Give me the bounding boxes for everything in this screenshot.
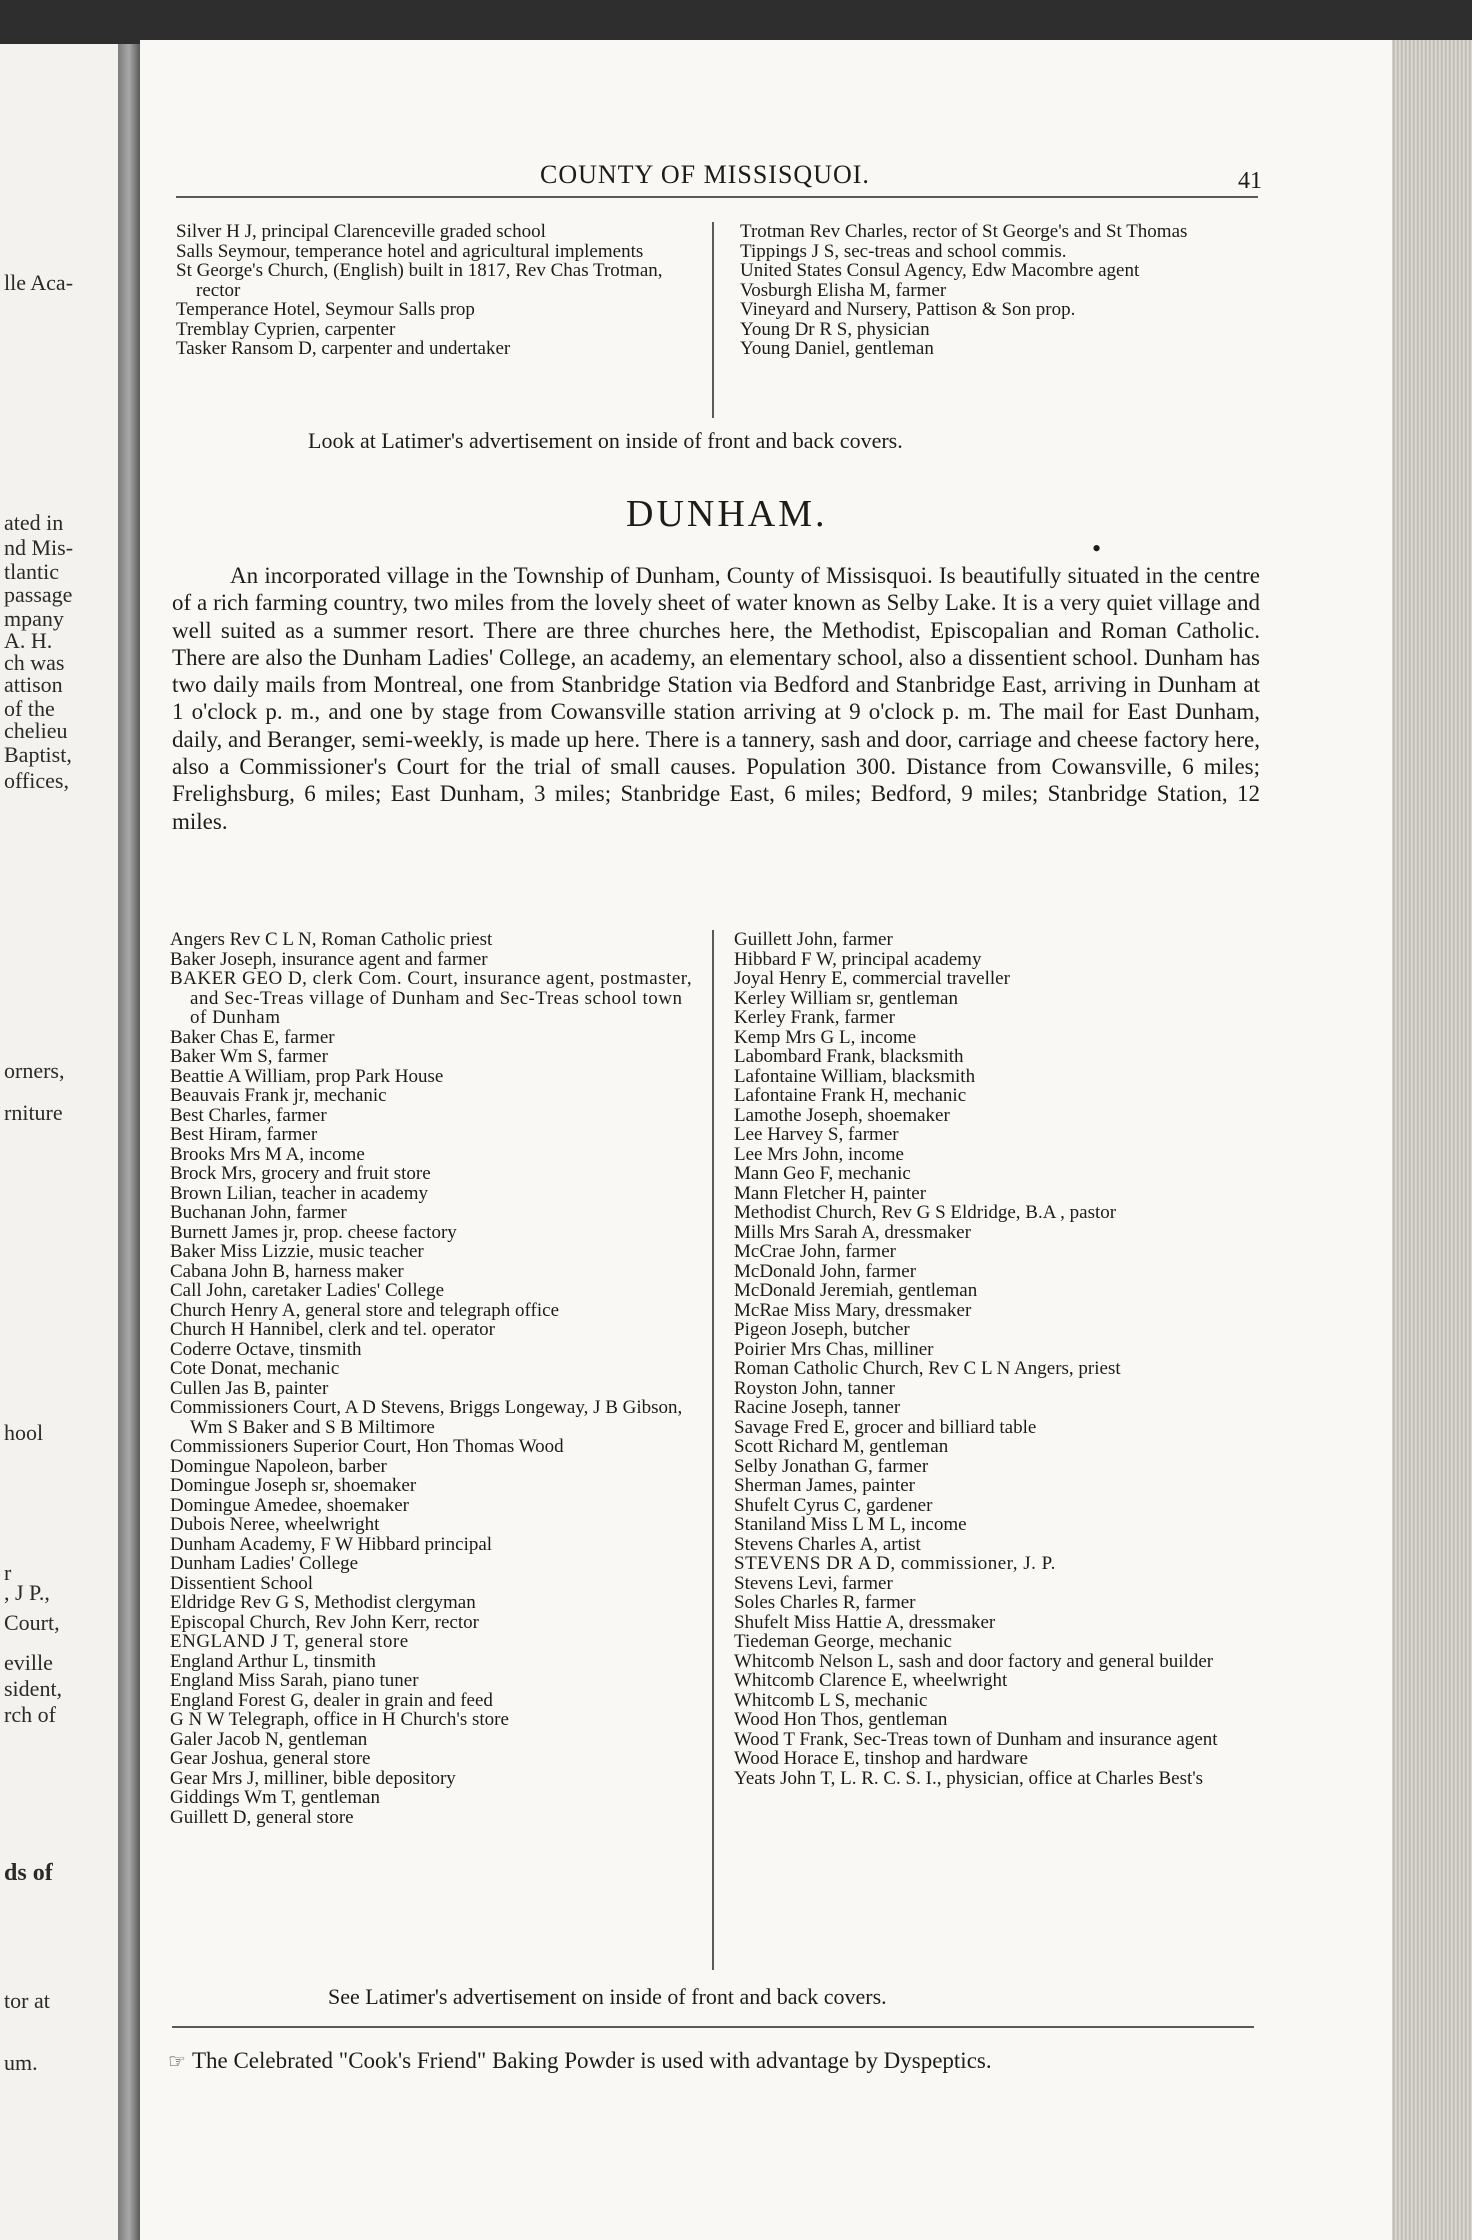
directory-entry: McCrae John, farmer [734, 1241, 896, 1262]
fragment-line: , J P., [4, 1580, 50, 1605]
directory-entry: Tiedeman George, mechanic [734, 1631, 952, 1652]
page-edges [1392, 40, 1472, 2240]
fragment-line: rch of [4, 1702, 56, 1727]
directory-entry: Wood T Frank, Sec-Treas town of Dunham and insurance agent [734, 1728, 1218, 1750]
directory-entry: Baker Chas E, farmer [170, 1026, 335, 1048]
column-divider-main [712, 930, 714, 1970]
section-title: DUNHAM. [626, 493, 828, 535]
directory-entry: Baker Joseph, insurance agent and farmer [170, 948, 488, 970]
directory-entry: Baker Miss Lizzie, music teacher [170, 1241, 424, 1262]
directory-entry: Cullen Jas B, painter [170, 1377, 329, 1399]
directory-entry: Selby Jonathan G, farmer [734, 1455, 929, 1477]
directory-entry: Brock Mrs, grocery and fruit store [170, 1163, 431, 1184]
directory-entry: ENGLAND J T, general store [170, 1631, 409, 1652]
directory-entry: Wood Horace E, tinshop and hardware [734, 1748, 1028, 1769]
directory-entry: Galer Jacob N, gentleman [170, 1728, 368, 1750]
fragment-line: tlantic [4, 559, 59, 584]
directory-right-column [734, 930, 1264, 1788]
directory-entry: Young Dr R S, physician [740, 318, 930, 340]
directory-entry: Best Hiram, farmer [170, 1124, 318, 1145]
advertisement-notice-top: Look at Latimer's advertisement on inside of front and back covers. [308, 428, 903, 453]
top-right-directory [740, 222, 1260, 359]
fragment-line: hool [4, 1420, 44, 1445]
directory-entry: Church Henry A, general store and telegraph office [170, 1299, 559, 1321]
directory-entry: Guillett D, general store [170, 1806, 354, 1828]
fragment-line: sident, [4, 1676, 63, 1701]
directory-entry: Dissentient School [170, 1572, 314, 1594]
directory-entry: McDonald Jeremiah, gentleman [734, 1280, 978, 1301]
directory-entry: Brooks Mrs M A, income [170, 1143, 365, 1165]
directory-entry: Methodist Church, Rev G S Eldridge, B.A , pastor [734, 1202, 1117, 1223]
directory-entry: England Miss Sarah, piano tuner [170, 1670, 419, 1691]
directory-entry: Church H Hannibel, clerk and tel. operator [170, 1319, 495, 1340]
directory-entry: Dunham Ladies' College [170, 1553, 359, 1574]
directory-entry: England Forest G, dealer in grain and feed [170, 1689, 493, 1711]
directory-entry: Burnett James jr, prop. cheese factory [170, 1221, 457, 1243]
directory-entry: Pigeon Joseph, butcher [734, 1319, 910, 1340]
header-rule [176, 196, 1258, 198]
directory-entry: Dubois Neree, wheelwright [170, 1514, 380, 1535]
directory-entry: McRae Miss Mary, dressmaker [734, 1299, 972, 1321]
fragment-line: tor at [4, 1988, 50, 2013]
directory-entry: Lafontaine Frank H, mechanic [734, 1085, 967, 1106]
directory-entry: Mann Fletcher H, painter [734, 1182, 927, 1204]
footer-advertisement [168, 2048, 992, 2074]
directory-entry: Shufelt Miss Hattie A, dressmaker [734, 1611, 996, 1633]
fragment-line: nd Mis- [4, 535, 74, 560]
directory-entry: Domingue Joseph sr, shoemaker [170, 1475, 417, 1496]
directory-entry: Mills Mrs Sarah A, dressmaker [734, 1221, 971, 1243]
running-head: COUNTY OF MISSISQUOI. [540, 160, 870, 189]
directory-entry: Mann Geo F, mechanic [734, 1163, 911, 1184]
fragment-line: ds of [4, 1860, 53, 1886]
directory-entry: Racine Joseph, tanner [734, 1397, 901, 1418]
fragment-line: attison [4, 672, 63, 697]
directory-entry: Baker Wm S, farmer [170, 1046, 328, 1067]
fragment-line: orners, [4, 1058, 65, 1083]
directory-entry: BAKER GEO D, clerk Com. Court, insurance agent, postmaster, and Sec-Treas village of Dunham and Sec-Treas school town of Dunham [170, 968, 693, 1028]
fragment-line: um. [4, 2050, 38, 2075]
page-number: 41 [1238, 168, 1262, 194]
directory-entry: Commissioners Court, A D Stevens, Briggs Longeway, J B Gibson, Wm S Baker and S B Miltimore [170, 1397, 683, 1438]
fragment-line: r [4, 1560, 12, 1585]
directory-entry: Royston John, tanner [734, 1377, 895, 1399]
fragment-line: rniture [4, 1100, 63, 1125]
footer-rule [172, 2026, 1254, 2028]
column-divider-top [712, 222, 714, 418]
fragment-line: lle Aca- [4, 270, 74, 295]
directory-entry: Brown Lilian, teacher in academy [170, 1182, 428, 1204]
directory-entry: Vineyard and Nursery, Pattison & Son prop. [740, 299, 1076, 320]
advertisement-notice-bottom: See Latimer's advertisement on inside of front and back covers. [328, 1984, 887, 2009]
description-paragraph: An incorporated village in the Township of Dunham, County of Missisquoi. Is beautifully situated in the centre of a rich farming country, two miles from the lovely sheet of water known as Selby Lake. It is a very quiet village and well suited as a summer resort. There are three churches here, the Methodist, Episcopalian and Roman Catholic. There are also the Dunham Ladies' College, an academy, an elementary school, also a dissentient school. Dunham has two daily mails from Montreal, one from Stanbridge Station via Bedford and Stanbridge East, arriving in Dunham at 1 o'clock p. m., and one by stage from Cowansville station arriving at 9 o'clock p. m. The mail for East Dunham, daily, and Beranger, semi-weekly, is made up here. There is a tannery, sash and door, carriage and cheese factory here, also a Commissioner's Court for the trial of small causes. Population 300. Distance from Cowansville, 6 miles; Frelighsburg, 6 miles; East Dunham, 3 miles; Stanbridge East, 6 miles; Bedford, 9 miles; Stanbridge Station, 12 miles. [172, 563, 1260, 834]
directory-entry: Cote Donat, mechanic [170, 1358, 340, 1379]
fragment-line: offices, [4, 768, 69, 793]
directory-entry: Coderre Octave, tinsmith [170, 1338, 362, 1360]
directory-entry: Whitcomb Nelson L, sash and door factory and general builder [734, 1650, 1214, 1672]
directory-entry: Labombard Frank, blacksmith [734, 1046, 964, 1067]
directory-entry: Poirier Mrs Chas, milliner [734, 1338, 934, 1360]
directory-entry: Best Charles, farmer [170, 1104, 327, 1126]
directory-entry: Giddings Wm T, gentleman [170, 1787, 381, 1808]
book-gutter [118, 44, 140, 2240]
directory-entry: Scott Richard M, gentleman [734, 1436, 949, 1457]
directory-entry: Kerley William sr, gentleman [734, 987, 958, 1009]
directory-entry: Staniland Miss L M L, income [734, 1514, 967, 1535]
directory-entry: Tippings J S, sec-treas and school commis. [740, 240, 1067, 262]
directory-entry: Beattie A William, prop Park House [170, 1065, 444, 1087]
directory-entry: Lee Mrs John, income [734, 1143, 904, 1165]
footer-text: The Celebrated "Cook's Friend" Baking Powder is used with advantage by Dyspeptics. [191, 2048, 992, 2073]
directory-entry: Joyal Henry E, commercial traveller [734, 968, 1010, 989]
fragment-line: Baptist, [4, 742, 72, 767]
directory-entry: Beauvais Frank jr, mechanic [170, 1085, 387, 1106]
fragment-line: ated in [4, 510, 64, 535]
directory-entry: Temperance Hotel, Seymour Salls prop [176, 299, 475, 320]
directory-entry: United States Consul Agency, Edw Macombre agent [740, 260, 1140, 281]
directory-entry: Shufelt Cyrus C, gardener [734, 1494, 933, 1516]
directory-entry: Kerley Frank, farmer [734, 1007, 895, 1028]
directory-entry: Tasker Ransom D, carpenter and undertaker [176, 338, 511, 359]
directory-entry: Commissioners Superior Court, Hon Thomas Wood [170, 1436, 564, 1457]
directory-entry: Episcopal Church, Rev John Kerr, rector [170, 1611, 479, 1633]
fragment-line: mpany [4, 606, 64, 631]
directory-entry: Stevens Levi, farmer [734, 1572, 893, 1594]
directory-entry: McDonald John, farmer [734, 1260, 917, 1282]
directory-entry: Call John, caretaker Ladies' College [170, 1280, 445, 1301]
directory-entry: G N W Telegraph, office in H Church's store [170, 1709, 509, 1730]
fragment-line: ch was [4, 650, 65, 675]
directory-entry: Cabana John B, harness maker [170, 1260, 404, 1282]
directory-entry: Lamothe Joseph, shoemaker [734, 1104, 950, 1126]
directory-entry: Roman Catholic Church, Rev C L N Angers, priest [734, 1358, 1121, 1379]
directory-entry: Silver H J, principal Clarenceville graded school [176, 221, 546, 242]
directory-entry: Gear Joshua, general store [170, 1748, 371, 1769]
directory-entry: Kemp Mrs G L, income [734, 1026, 917, 1048]
directory-entry: Wood Hon Thos, gentleman [734, 1709, 948, 1730]
directory-entry: Lee Harvey S, farmer [734, 1124, 899, 1145]
directory-entry: Young Daniel, gentleman [740, 338, 934, 359]
directory-entry: Hibbard F W, principal academy [734, 948, 982, 970]
fragment-line: passage [4, 582, 73, 607]
directory-entry: Trotman Rev Charles, rector of St George's and St Thomas [740, 221, 1188, 242]
directory-entry: Soles Charles R, farmer [734, 1592, 916, 1613]
directory-entry: England Arthur L, tinsmith [170, 1650, 376, 1672]
directory-entry: Vosburgh Elisha M, farmer [740, 279, 947, 301]
directory-entry: Domingue Amedee, shoemaker [170, 1494, 410, 1516]
directory-entry: Domingue Napoleon, barber [170, 1455, 387, 1477]
directory-entry: Lafontaine William, blacksmith [734, 1065, 976, 1087]
directory-left-column [170, 930, 696, 1827]
directory-entry: Angers Rev C L N, Roman Catholic priest [170, 929, 493, 950]
fragment-line: eville [4, 1650, 53, 1675]
fragment-line: chelieu [4, 718, 68, 743]
directory-entry: Savage Fred E, grocer and billiard table [734, 1416, 1037, 1438]
directory-entry: Yeats John T, L. R. C. S. I., physician, office at Charles Best's [734, 1767, 1204, 1789]
fragment-line: of the [4, 696, 55, 721]
directory-entry: Stevens Charles A, artist [734, 1533, 921, 1555]
fragment-line: A. H. [4, 628, 53, 653]
directory-entry: Salls Seymour, temperance hotel and agricultural implements [176, 240, 644, 262]
fragment-line: Court, [4, 1610, 60, 1635]
directory-entry: Tremblay Cyprien, carpenter [176, 318, 396, 340]
directory-entry: Whitcomb L S, mechanic [734, 1689, 928, 1711]
directory-entry: St George's Church, (English) built in 1817, Rev Chas Trotman, rector [176, 260, 663, 301]
directory-entry: Whitcomb Clarence E, wheelwright [734, 1670, 1008, 1691]
directory-entry: Dunham Academy, F W Hibbard principal [170, 1533, 493, 1555]
directory-entry: Buchanan John, farmer [170, 1202, 347, 1223]
directory-entry: STEVENS DR A D, commissioner, J. P. [734, 1553, 1056, 1574]
directory-entry: Eldridge Rev G S, Methodist clergyman [170, 1592, 476, 1613]
directory-entry: Sherman James, painter [734, 1475, 915, 1496]
directory-entry: Gear Mrs J, milliner, bible depository [170, 1767, 456, 1789]
pointing-hand-icon: ☞ [168, 2051, 186, 2073]
top-left-directory [176, 222, 698, 359]
scan-background [0, 0, 1472, 44]
directory-entry: Guillett John, farmer [734, 929, 893, 950]
bullet-mark: • [1092, 534, 1102, 563]
previous-page-fragment [0, 44, 118, 2240]
